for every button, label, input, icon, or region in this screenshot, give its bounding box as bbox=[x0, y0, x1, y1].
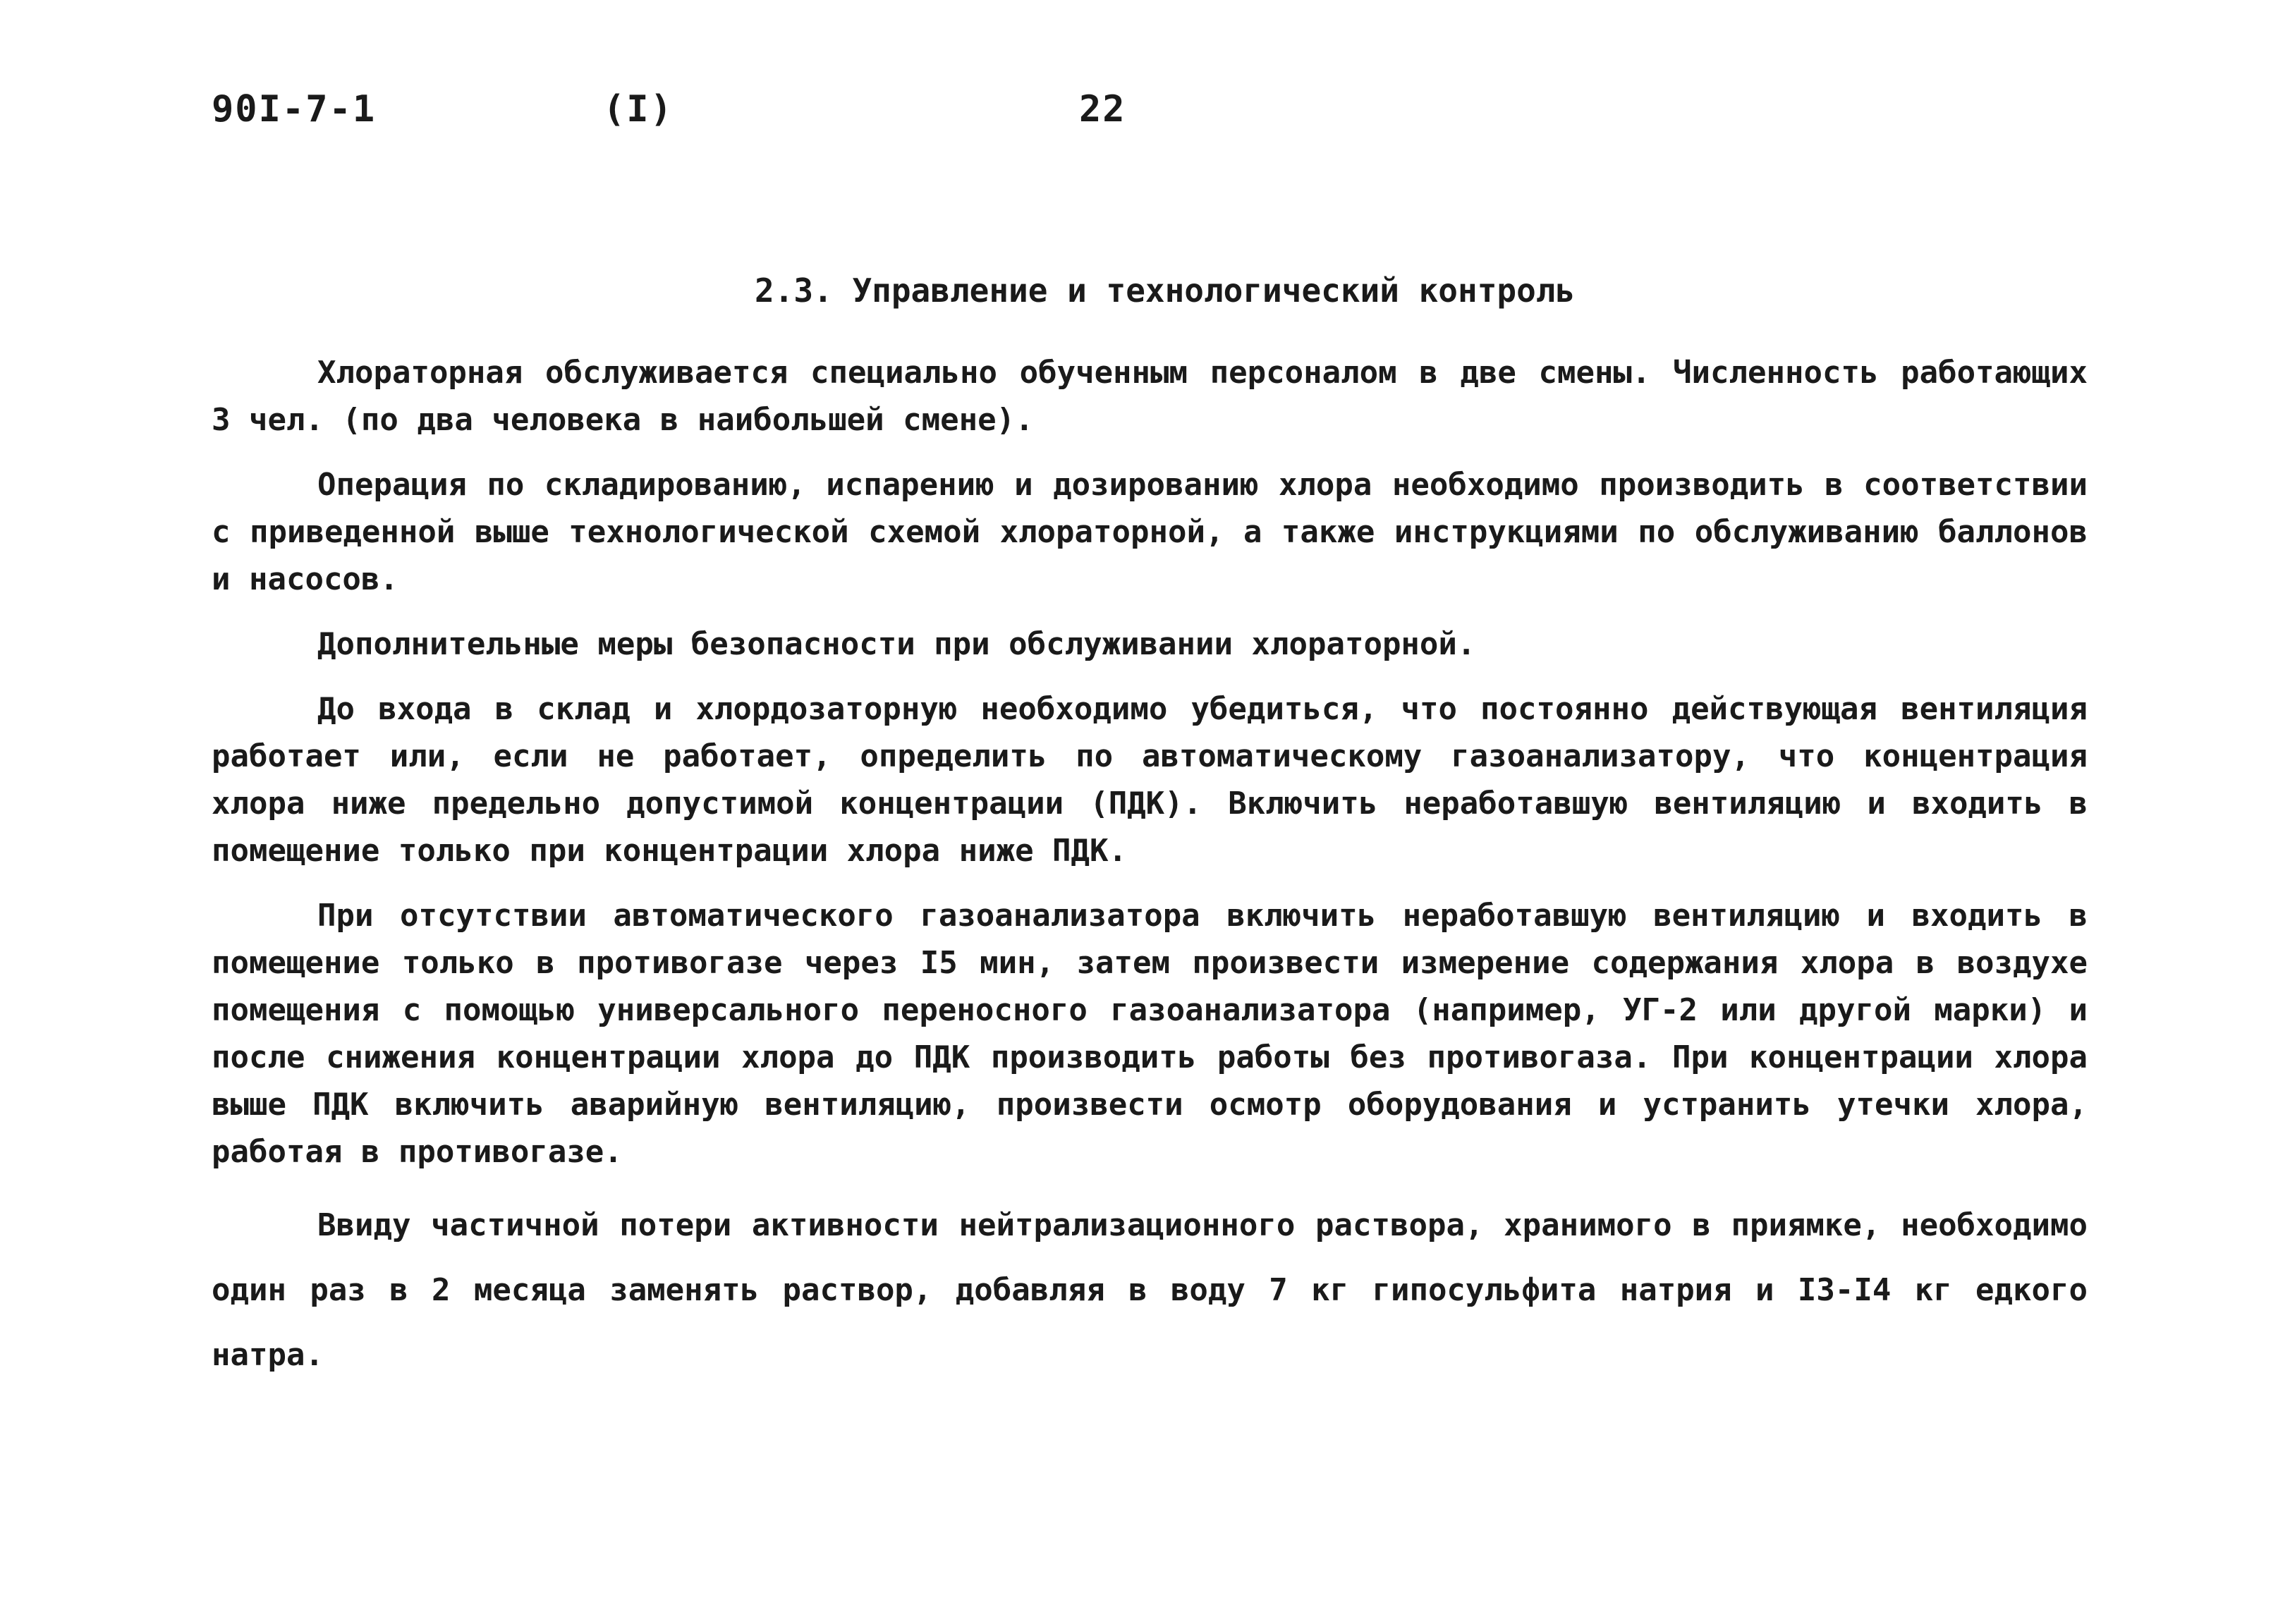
body-text bbox=[212, 349, 2088, 1405]
page-number: 22 bbox=[1079, 88, 1126, 130]
paragraph-safety-heading: Дополнительные меры безопасности при обслуживании хлораторной. bbox=[317, 626, 1476, 662]
paragraph-operations: Операция по складированию, испарению и дозированию хлора необходимо производить в соответствии с приведенной выше технологической схемой хлораторной, а также инструкциями по обслуживанию баллонов и насосов. bbox=[212, 467, 2088, 597]
paragraph-no-analyzer: При отсутствии автоматического газоанализатора включить неработавшую вентиляцию и входить в помещение только в противогазе через I5 мин, затем произвести измерение содержания хлора в воздухе помещения с помощью универсального переносного газоанализатора (например, УГ-2 или другой марки) и после снижения концентрации хлора до ПДК производить работы без противогаза. При концентрации хлора выше ПДК включить аварийную вентиляцию, произвести осмотр оборудования и устранить утечки хлора, работая в противогазе. bbox=[212, 898, 2088, 1170]
document-code: 90I-7-1 bbox=[212, 88, 377, 130]
album-number: (I) bbox=[603, 88, 674, 130]
paragraph-staffing: Хлораторная обслуживается специально обученным персоналом в две смены. Численность работающих 3 чел. (по два человека в наибольшей смене). bbox=[212, 355, 2088, 438]
paragraph-neutralizer: Ввиду частичной потери активности нейтрализационного раствора, хранимого в приямке, необходимо один раз в 2 месяца заменять раствор, добавляя в воду 7 кг гипосульфита натрия и I3-I4 кг едкого натра. bbox=[212, 1207, 2088, 1373]
page-header bbox=[0, 88, 2290, 152]
paragraph-entry-check: До входа в склад и хлордозаторную необходимо убедиться, что постоянно действующая вентиляция работает или, если не работает, определить по автоматическому газоанализатору, что концентрация хлора ниже предельно допустимой концентрации (ПДК). Включить неработавшую вентиляцию и входить в помещение только при концентрации хлора ниже ПДК. bbox=[212, 691, 2088, 869]
section-title: 2.3. Управление и технологический контроль bbox=[755, 271, 1576, 310]
